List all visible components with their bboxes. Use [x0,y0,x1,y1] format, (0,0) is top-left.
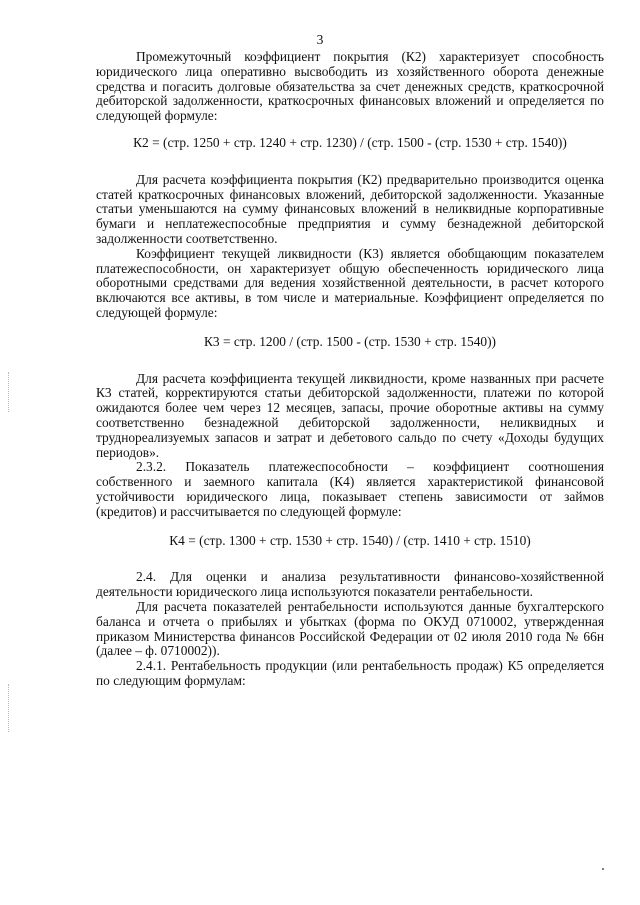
paragraph-profitability-data: Для расчета показателей рентабельности используются данные бухгалтерского баланса и отчета о прибылях и убытках (форма по ОКУД 0710002, утвержденная приказом Министерства финансов Российской Федерации от 02 июля 2010 года № 66н (далее – ф. 0710002)). [96,598,604,659]
formula-k3: К3 = стр. 1200 / (стр. 1500 - (стр. 1530 + стр. 1540)) [203,333,497,349]
paragraph-k2-calculation: Для расчета коэффициента покрытия (К2) предварительно производится оценка статей краткосрочных финансовых вложений, дебиторской задолженности. Указанные статьи уменьшаются на сумму финансовых вложений в неликвидные корпоративные бумаги и неплатежеспособные предприятия и сумму безнадежной дебиторской задолженности соответственно. [96,171,604,246]
paragraph-k3-calculation: Для расчета коэффициента текущей ликвидности, кроме названных при расчете К3 статей, корректируются статьи дебиторской задолженности, платежи по которой ожидаются более чем через 12 месяцев, запасы, прочие оборотные активы на сумму соответственно безнадежной дебиторской задолженности, неликвидных и труднореализуемых запасов и затрат и дебетового сальдо по счету «Доходы будущих периодов». [96,370,604,460]
formula-k4: К4 = (стр. 1300 + стр. 1530 + стр. 1540) / (стр. 1410 + стр. 1510) [169,532,531,548]
margin-scan-mark [8,372,11,412]
paragraph-k3-description: Коэффициент текущей ликвидности (К3) является обобщающим показателем платежеспособности, он характеризует общую обеспеченность юридического лица оборотными средствами для ведения хозяйственной деятельности, в расчет которого включаются все активы, в том числе и материальные. Коэффициент определяется по следующей формуле: [96,245,604,320]
paragraph-k2-description: Промежуточный коэффициент покрытия (К2) характеризует способность юридического лица оперативно высвободить из хозяйственного оборота денежные средства и погасить долговые обязательства за счет денежных средств, краткосрочной дебиторской задолженности, краткосрочных финансовых вложений и определяется по следующей формуле: [96,49,604,124]
page-number: 3 [316,32,324,47]
paragraph-k4-description: 2.3.2. Показатель платежеспособности – коэффициент соотношения собственного и заемного капитала (К4) является характеристикой финансовой устойчивости юридического лица, показывает степень зависимости от займов (кредитов) и рассчитывается по следующей формуле: [96,459,604,519]
margin-scan-mark [8,684,11,732]
formula-k2: К2 = (стр. 1250 + стр. 1240 + стр. 1230) / (стр. 1500 - (стр. 1530 + стр. 1540)) [133,134,567,150]
paragraph-k5-intro: 2.4.1. Рентабельность продукции (или рентабельность продаж) К5 определяется по следующим формулам: [96,658,604,688]
paragraph-profitability: 2.4. Для оценки и анализа результативности финансово-хозяйственной деятельности юридического лица используются показатели рентабельности. [96,569,604,600]
document-body [96,50,604,689]
scan-speck [602,868,604,870]
